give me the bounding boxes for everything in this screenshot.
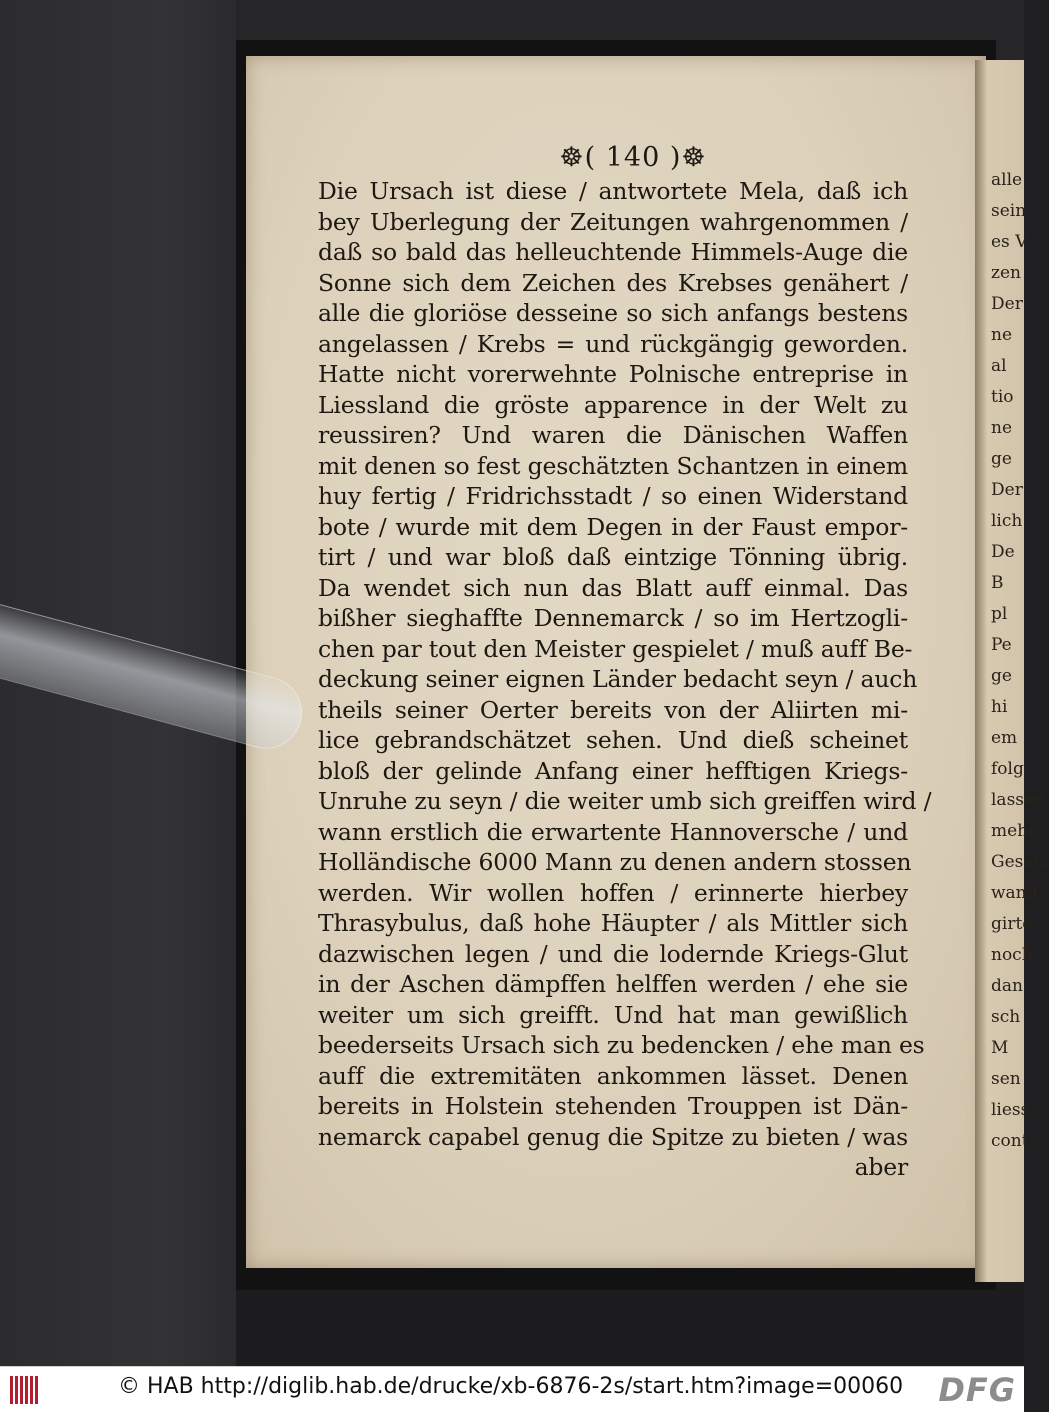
text-line: beederseits Ursach sich zu bedencken / ehe man es	[318, 1031, 925, 1059]
text-line: auff die extremitäten ankommen lässet. Denen	[318, 1061, 908, 1090]
adjacent-page-fragment: sein	[991, 201, 1027, 221]
text-line: bißher sieghaffte Dennemarck / so im Hertzogli-	[318, 604, 908, 632]
adjacent-page-fragment: lich	[991, 511, 1023, 531]
adjacent-page-fragment: De	[991, 542, 1015, 562]
text-line: bloß der gelinde Anfang einer hefftigen Kriegs-	[318, 756, 908, 785]
dfg-logo[interactable]: DFG	[938, 1371, 1016, 1409]
text-line: Unruhe zu seyn / die weiter umb sich greiffen wird /	[318, 787, 932, 815]
adjacent-page-fragment: M	[991, 1038, 1009, 1058]
page-text	[318, 140, 932, 1183]
text-line: daß so bald das helleuchtende Himmels-Auge die	[318, 238, 908, 266]
copyright-link[interactable]: © HAB http://diglib.hab.de/drucke/xb-6876-2s/start.htm?image=00060	[118, 1374, 904, 1399]
adjacent-page-fragment: dan	[991, 976, 1023, 996]
adjacent-page-fragment: mehr	[991, 821, 1037, 841]
text-line: nemarck capabel genug die Spitze zu bieten / was	[318, 1122, 908, 1151]
text-line: wann erstlich die erwartente Hannoversche / und	[318, 817, 908, 846]
viewer-footer	[0, 1366, 1024, 1412]
adjacent-page-fragment: cont	[991, 1131, 1029, 1151]
text-line: Liessland die gröste apparence in der Welt zu	[318, 390, 908, 419]
adjacent-page-fragment: ge	[991, 666, 1012, 686]
adjacent-page-fragment: zen	[991, 263, 1021, 283]
adjacent-page-fragment: ne	[991, 418, 1013, 438]
adjacent-page-fragment: al	[991, 356, 1007, 376]
text-line: tirt / und war bloß daß eintzige Tönning übrig.	[318, 543, 908, 571]
text-line: werden. Wir wollen hoffen / erinnerte hierbey	[318, 878, 908, 907]
text-line: mit denen so fest geschätzten Schantzen in einem	[318, 451, 908, 480]
hab-logo-icon[interactable]	[10, 1376, 40, 1404]
adjacent-page-fragment: girte	[991, 914, 1033, 934]
adjacent-page-fragment: Pe	[991, 635, 1012, 655]
adjacent-page-fragment: tio	[991, 387, 1014, 407]
adjacent-page-fragment: hi	[991, 697, 1008, 717]
adjacent-page-fragment: Der	[991, 294, 1023, 314]
adjacent-page-fragment: sen	[991, 1069, 1021, 1089]
adjacent-page-fragment: sch	[991, 1007, 1021, 1027]
adjacent-page-fragment: noch	[991, 945, 1033, 965]
text-line: Da wendet sich nun das Blatt auff einmal. Das	[318, 573, 908, 602]
text-line: Sonne sich dem Zeichen des Krebses genähert /	[318, 268, 908, 297]
text-line: bey Uberlegung der Zeitungen wahrgenommen /	[318, 207, 908, 236]
adjacent-page-fragment: alle	[991, 170, 1023, 190]
adjacent-page-edge	[975, 60, 1049, 1282]
text-line: dazwischen legen / und die lodernde Kriegs-Glut	[318, 939, 908, 968]
adjacent-page-fragment: es V	[991, 232, 1028, 252]
adjacent-page-fragment: folg	[991, 759, 1024, 779]
adjacent-page-fragment: ne	[991, 325, 1013, 345]
text-line: chen par tout den Meister gespielet / muß auff Be-	[318, 634, 913, 663]
adjacent-page-fragment: lassen	[991, 790, 1046, 810]
text-line: angelassen / Krebs = und rückgängig geworden.	[318, 329, 908, 358]
adjacent-page-fragment: B	[991, 573, 1004, 593]
page-number-header: ☸( 140 )☸	[559, 142, 707, 173]
adjacent-page-fragment: Gesetz	[991, 852, 1049, 872]
adjacent-page-fragment: liess	[991, 1100, 1030, 1120]
adjacent-page-fragment: Der	[991, 480, 1023, 500]
text-line: bote / wurde mit dem Degen in der Faust empor-	[318, 512, 908, 541]
text-line: Holländische 6000 Mann zu denen andern stossen	[318, 848, 912, 876]
text-line: theils seiner Oerter bereits von der Aliirten mi-	[318, 695, 908, 724]
text-line: huy fertig / Fridrichsstadt / so einen Widerstand	[318, 482, 908, 510]
text-line: alle die gloriöse desseine so sich anfangs bestens	[318, 299, 908, 327]
text-line: in der Aschen dämpffen helffen werden / ehe sie	[318, 970, 908, 998]
catchword: aber	[854, 1153, 908, 1181]
text-line: reussiren? Und waren die Dänischen Waffen	[318, 421, 908, 449]
text-line: deckung seiner eignen Länder bedacht seyn / auch	[318, 665, 918, 693]
text-lines	[318, 176, 932, 1152]
adjacent-page-fragment: ge	[991, 449, 1012, 469]
adjacent-page-fragment: pl	[991, 604, 1008, 624]
text-line: Thrasybulus, daß hohe Häupter / als Mittler sich	[318, 909, 908, 937]
text-line: Hatte nicht vorerwehnte Polnische entreprise in	[318, 360, 908, 388]
text-line: weiter um sich greifft. Und hat man gewißlich	[318, 1000, 908, 1029]
text-line: Die Ursach ist diese / antwortete Mela, daß ich	[318, 177, 908, 205]
text-line: bereits in Holstein stehenden Trouppen ist Dän-	[318, 1092, 908, 1120]
adjacent-page-fragment: em	[991, 728, 1018, 748]
adjacent-page-fragment: wand	[991, 883, 1038, 903]
text-line: lice gebrandschätzet sehen. Und dieß scheinet	[318, 726, 908, 754]
